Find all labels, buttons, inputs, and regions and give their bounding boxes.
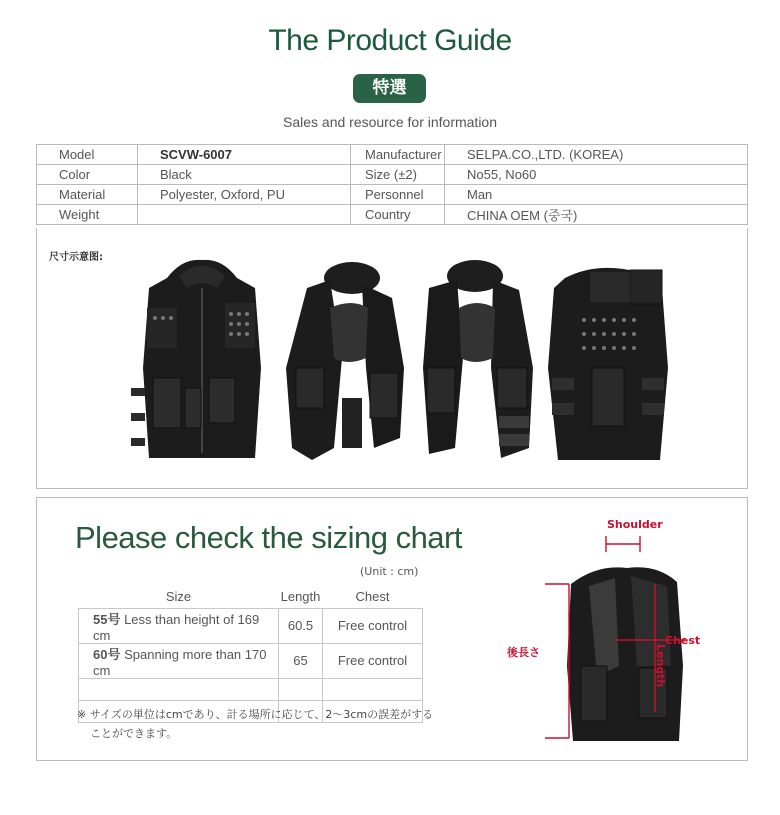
size-diagram-caption: 尺寸示意图: (49, 252, 103, 263)
spec-value: No55, No60 (445, 165, 748, 185)
size-note (77, 705, 437, 743)
sizing-table (78, 586, 423, 723)
vest-side-image (282, 248, 412, 468)
spec-row (37, 205, 748, 225)
spec-row (37, 145, 748, 165)
product-image-panel (36, 228, 748, 489)
spec-label: Manufacturer (351, 145, 445, 165)
spec-value: SCVW-6007 (138, 145, 351, 165)
sizing-chart-panel (36, 497, 748, 761)
vest-side-image-2 (415, 248, 545, 468)
spec-label: Color (37, 165, 138, 185)
spec-value: SELPA.CO.,LTD. (KOREA) (445, 145, 748, 165)
vest-back-image (540, 248, 675, 468)
product-spec-table (36, 144, 748, 225)
length-label: Length (654, 644, 667, 688)
special-selection-badge: 特選 (353, 74, 426, 103)
chest-cell: Free control (323, 643, 423, 678)
length-cell: 60.5 (279, 608, 323, 643)
spec-label: Personnel (351, 185, 445, 205)
spec-value: Black (138, 165, 351, 185)
size-cell (79, 608, 279, 643)
spec-value: Man (445, 185, 748, 205)
spec-label: Country (351, 205, 445, 225)
back-length-label: 後長さ (507, 646, 540, 659)
spec-label: Material (37, 185, 138, 205)
size-number: 55号 (93, 611, 121, 627)
size-cell (79, 643, 279, 678)
vest-measurement-diagram (507, 516, 707, 751)
chest-label: Chest (665, 634, 701, 647)
length-cell: 65 (279, 643, 323, 678)
size-description: Spanning more than 170 cm (93, 646, 267, 678)
unit-label: (Unit : cm) (360, 565, 419, 578)
size-number: 60号 (93, 646, 121, 662)
table-row (79, 643, 423, 678)
size-note-line: ことができます。 (90, 727, 178, 740)
table-header-row (79, 586, 423, 608)
spec-row (37, 185, 748, 205)
spec-row (37, 165, 748, 185)
spec-value: CHINA OEM (중국) (445, 205, 748, 225)
size-note-line: ※ サイズの単位はcmであり、計る場所に応じて、2～3cmの誤差がする (77, 708, 434, 721)
shoulder-label: Shoulder (607, 518, 663, 531)
column-header-chest: Chest (323, 586, 423, 608)
size-description: Less than height of 169 cm (93, 611, 260, 643)
spec-value: Polyester, Oxford, PU (138, 185, 351, 205)
sizing-chart-heading: Please check the sizing chart (75, 520, 462, 555)
vest-front-image (127, 248, 277, 468)
spec-label: Model (37, 145, 138, 165)
column-header-size: Size (79, 586, 279, 608)
page-title: The Product Guide (268, 24, 512, 57)
spec-label: Size (±2) (351, 165, 445, 185)
spec-value (138, 205, 351, 225)
chest-cell: Free control (323, 608, 423, 643)
table-row (79, 608, 423, 643)
page-subtitle: Sales and resource for information (283, 114, 497, 130)
spec-label: Weight (37, 205, 138, 225)
column-header-length: Length (279, 586, 323, 608)
table-row (79, 678, 423, 700)
